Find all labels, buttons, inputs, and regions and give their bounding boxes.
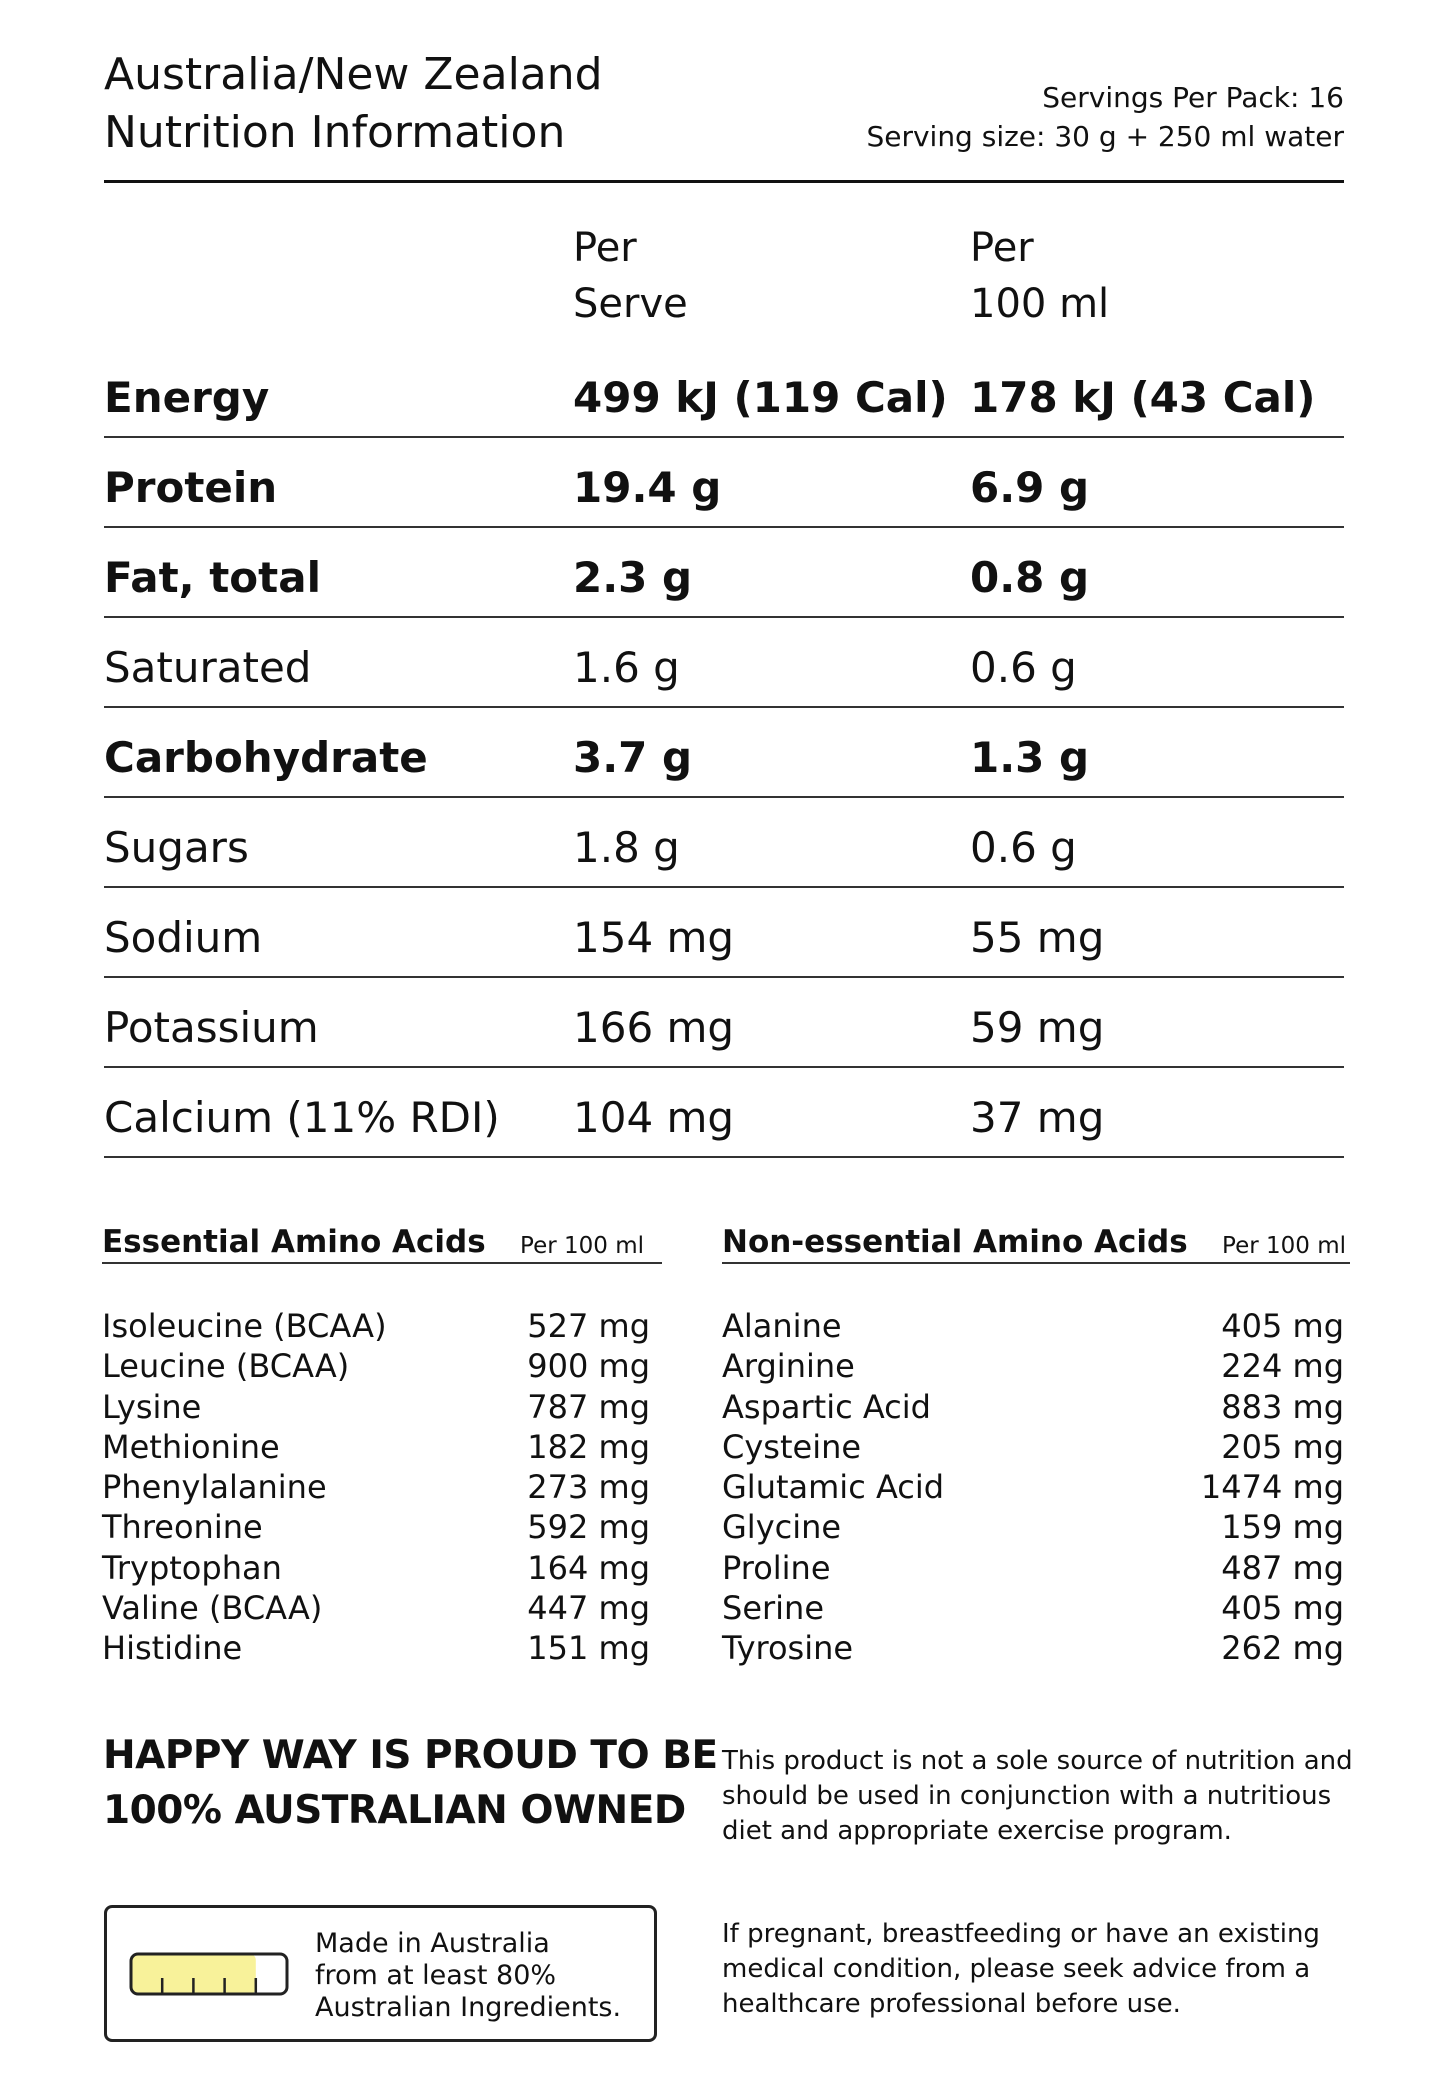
nutrient-name: Calcium (11% RDI) xyxy=(104,1093,500,1142)
amino-acid-name: Tyrosine xyxy=(722,1629,854,1668)
amino-acid-value: 224 mg xyxy=(1221,1347,1344,1386)
nutrient-name: Carbohydrate xyxy=(104,733,428,782)
nutrient-name: Potassium xyxy=(104,1003,319,1052)
value-per-serve: 1.8 g xyxy=(573,823,680,872)
amino-acid-name: Proline xyxy=(722,1548,831,1587)
value-per-100ml: 55 mg xyxy=(970,913,1105,962)
value-per-100ml: 59 mg xyxy=(970,1003,1105,1052)
nutrient-name: Sugars xyxy=(104,823,249,872)
value-per-serve: 19.4 g xyxy=(573,463,722,512)
value-per-100ml: 0.6 g xyxy=(970,823,1077,872)
value-per-serve: 1.6 g xyxy=(573,643,680,692)
amino-acid-row xyxy=(102,1588,662,1628)
essential-amino-unit: Per 100 ml xyxy=(520,1233,644,1259)
value-per-100ml: 0.6 g xyxy=(970,643,1077,692)
amino-acid-value: 273 mg xyxy=(527,1468,650,1507)
amino-acid-name: Cysteine xyxy=(722,1427,862,1466)
amino-acid-value: 787 mg xyxy=(527,1387,650,1426)
nutrition-row xyxy=(104,618,1344,708)
amino-acid-name: Isoleucine (BCAA) xyxy=(102,1307,387,1345)
amino-acid-value: 151 mg xyxy=(527,1629,650,1668)
amino-acid-value: 405 mg xyxy=(1221,1589,1344,1628)
amino-acid-value: 900 mg xyxy=(527,1347,650,1386)
value-per-serve: 499 kJ (119 Cal) xyxy=(573,373,948,422)
essential-amino-list xyxy=(102,1306,662,1669)
battery-gauge-icon xyxy=(129,1952,289,1996)
amino-acid-row xyxy=(722,1628,1350,1668)
amino-acid-name: Arginine xyxy=(722,1347,855,1386)
nutrient-name: Protein xyxy=(104,463,278,512)
nutrition-row xyxy=(104,438,1344,528)
amino-acid-row xyxy=(102,1507,662,1547)
value-per-100ml: 37 mg xyxy=(970,1093,1105,1142)
value-per-serve: 2.3 g xyxy=(573,553,693,602)
page-title xyxy=(104,46,603,162)
amino-acid-value: 527 mg xyxy=(527,1307,650,1345)
nutrition-row xyxy=(104,350,1344,438)
amino-acid-row xyxy=(722,1467,1350,1507)
amino-acid-row xyxy=(722,1507,1350,1547)
amino-acid-name: Leucine (BCAA) xyxy=(102,1347,350,1386)
disclaimer-nutrition: This product is not a sole source of nutrition and should be used in conjunction with a nutritious diet and appropriate exercise program. xyxy=(722,1746,1353,1846)
amino-acid-value: 592 mg xyxy=(527,1508,650,1547)
amino-acid-row xyxy=(722,1427,1350,1467)
nonessential-amino-acids-table xyxy=(722,1222,1350,1669)
nutrient-name: Sodium xyxy=(104,913,263,962)
nutrition-row xyxy=(104,798,1344,888)
amino-acid-row xyxy=(722,1346,1350,1386)
nonessential-amino-title: Non-essential Amino Acids xyxy=(722,1224,1188,1260)
amino-acid-row xyxy=(102,1427,662,1467)
amino-acid-value: 883 mg xyxy=(1221,1387,1344,1426)
amino-acid-value: 405 mg xyxy=(1221,1307,1344,1345)
amino-acid-value: 1474 mg xyxy=(1200,1468,1344,1507)
disclaimer-medical: If pregnant, breastfeeding or have an existing medical condition, please seek advice from a healthcare professional before use. xyxy=(722,1919,1320,2019)
amino-acid-name: Lysine xyxy=(102,1387,202,1426)
header-divider xyxy=(104,180,1344,183)
nutrient-name: Energy xyxy=(104,373,270,422)
serving-size: Serving size: 30 g + 250 ml water xyxy=(866,120,1344,153)
amino-acid-row xyxy=(722,1548,1350,1588)
servings-per-pack: Servings Per Pack: 16 xyxy=(1042,81,1344,114)
amino-acid-value: 487 mg xyxy=(1221,1548,1344,1587)
amino-acid-name: Glutamic Acid xyxy=(722,1468,945,1507)
nonessential-amino-header xyxy=(722,1222,1350,1264)
essential-amino-acids-table xyxy=(102,1222,662,1669)
amino-acid-row xyxy=(102,1387,662,1427)
essential-amino-title: Essential Amino Acids xyxy=(102,1224,486,1260)
column-header-per-serve: Per Serve xyxy=(573,225,688,327)
value-per-100ml: 0.8 g xyxy=(970,553,1090,602)
title-line-2: Nutrition Information xyxy=(104,107,566,158)
value-per-100ml: 6.9 g xyxy=(970,463,1090,512)
serving-info xyxy=(866,78,1344,156)
value-per-serve: 3.7 g xyxy=(573,733,693,782)
amino-acid-row xyxy=(722,1588,1350,1628)
amino-acid-value: 205 mg xyxy=(1221,1427,1344,1466)
made-in-australia-text: Made in Australia from at least 80% Australian Ingredients. xyxy=(315,1928,622,2023)
value-per-100ml: 178 kJ (43 Cal) xyxy=(970,373,1316,422)
nonessential-amino-unit: Per 100 ml xyxy=(1222,1233,1346,1259)
australian-owned-statement: HAPPY WAY IS PROUD TO BE 100% AUSTRALIAN OWNED xyxy=(103,1733,718,1833)
amino-acid-name: Glycine xyxy=(722,1508,842,1547)
value-per-serve: 154 mg xyxy=(573,913,735,962)
amino-acid-name: Tryptophan xyxy=(102,1548,282,1587)
nutrition-row xyxy=(104,1068,1344,1158)
nutrition-table xyxy=(104,350,1344,1158)
amino-acid-row xyxy=(102,1548,662,1588)
nutrient-name: Fat, total xyxy=(104,553,321,602)
amino-acid-name: Histidine xyxy=(102,1629,243,1668)
value-per-serve: 166 mg xyxy=(573,1003,735,1052)
nutrient-name: Saturated xyxy=(104,643,312,692)
value-per-serve: 104 mg xyxy=(573,1093,735,1142)
essential-amino-header xyxy=(102,1222,662,1264)
amino-acid-row xyxy=(102,1628,662,1668)
amino-acid-name: Valine (BCAA) xyxy=(102,1589,323,1628)
amino-acid-value: 182 mg xyxy=(527,1427,650,1466)
amino-acid-name: Aspartic Acid xyxy=(722,1387,931,1426)
amino-acid-row xyxy=(102,1346,662,1386)
column-header-per-100ml: Per 100 ml xyxy=(970,225,1110,327)
amino-acid-name: Threonine xyxy=(102,1508,263,1547)
amino-acid-name: Phenylalanine xyxy=(102,1468,327,1507)
made-in-australia-badge xyxy=(104,1905,657,2042)
value-per-100ml: 1.3 g xyxy=(970,733,1090,782)
nutrition-row xyxy=(104,978,1344,1068)
amino-acid-row xyxy=(102,1467,662,1507)
amino-acid-name: Serine xyxy=(722,1589,825,1628)
amino-acid-value: 262 mg xyxy=(1221,1629,1344,1668)
amino-acid-row xyxy=(102,1306,662,1346)
amino-acid-name: Methionine xyxy=(102,1427,280,1466)
amino-acid-row xyxy=(722,1387,1350,1427)
amino-acid-row xyxy=(722,1306,1350,1346)
amino-acid-value: 164 mg xyxy=(527,1548,650,1587)
amino-acid-name: Alanine xyxy=(722,1307,842,1345)
amino-acid-value: 447 mg xyxy=(527,1589,650,1628)
nutrition-row xyxy=(104,708,1344,798)
nutrition-row xyxy=(104,528,1344,618)
title-line-1: Australia/New Zealand xyxy=(104,49,603,100)
nutrition-row xyxy=(104,888,1344,978)
nonessential-amino-list xyxy=(722,1306,1350,1669)
amino-acid-value: 159 mg xyxy=(1221,1508,1344,1547)
